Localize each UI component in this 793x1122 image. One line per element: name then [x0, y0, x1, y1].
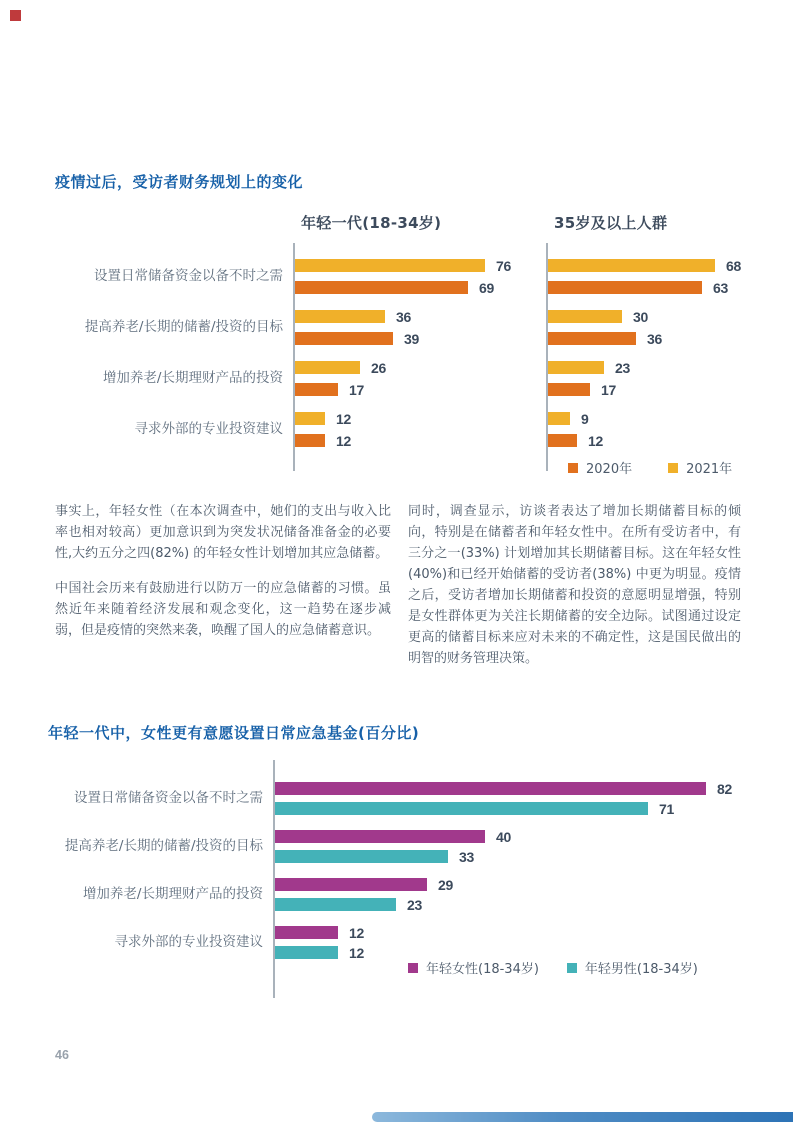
bar-value-label: 39 — [404, 330, 419, 347]
bar-年轻男性(18-34岁) — [275, 946, 338, 959]
legend-item-young-female — [408, 958, 539, 977]
bar-年轻男性(18-34岁) — [275, 802, 648, 815]
chart1-panel2-header: 35岁及以上人群 — [554, 214, 668, 232]
bar-value-label: 26 — [371, 359, 386, 376]
bar-value-label: 9 — [581, 410, 589, 427]
chart1-panel1-header: 年轻一代(18-34岁) — [301, 214, 442, 232]
bar-2020年 — [548, 332, 636, 345]
bar-年轻男性(18-34岁) — [275, 898, 396, 911]
bar-group — [548, 310, 793, 345]
bar-2020年 — [295, 281, 468, 294]
bar-row — [548, 332, 793, 345]
bar-value-label: 68 — [726, 257, 741, 274]
bar-row — [275, 850, 740, 863]
section1-title: 疫情过后，受访者财务规划上的变化 — [55, 173, 304, 191]
chart2-legend — [408, 958, 698, 977]
bar-年轻男性(18-34岁) — [275, 850, 448, 863]
bar-年轻女性(18-34岁) — [275, 830, 485, 843]
category-label: 寻求外部的专业投资建议 — [114, 934, 263, 951]
bar-group — [295, 259, 546, 294]
bar-value-label: 36 — [647, 330, 662, 347]
bar-2021年 — [548, 412, 570, 425]
bar-2021年 — [295, 259, 485, 272]
bar-row — [275, 926, 740, 939]
article-column-right — [408, 501, 741, 669]
chart2-category-labels — [40, 760, 273, 998]
body-paragraph: 中国社会历来有鼓励进行以防万一的应急储蓄的习惯。虽然近年来随着经济发展和观念变化，这一趋势在逐步减弱，但是疫情的突然来袭，唤醒了国人的应急储蓄意识。 — [55, 581, 391, 638]
chart1-category-labels — [55, 243, 293, 471]
body-paragraph: 事实上，年轻女性（在本次调查中，她们的支出与收入比率也相对较高）更加意识到为突发状况储备准备金的必要性,大约五分之四(82%) 的年轻女性计划增加其应急储蓄。 — [55, 504, 391, 561]
bar-value-label: 23 — [615, 359, 630, 376]
chart1-header-spacer — [55, 212, 293, 243]
chart1-panel-35plus — [546, 243, 793, 471]
bar-value-label: 33 — [459, 848, 474, 865]
bar-2021年 — [295, 361, 360, 374]
bar-年轻女性(18-34岁) — [275, 926, 338, 939]
bar-value-label: 12 — [349, 924, 364, 941]
bar-value-label: 40 — [496, 828, 511, 845]
category-label: 设置日常储备资金以备不时之需 — [94, 268, 283, 285]
bar-2021年 — [548, 259, 715, 272]
bar-value-label: 23 — [407, 896, 422, 913]
legend-swatch-young-male — [567, 963, 577, 973]
bar-row — [275, 878, 740, 891]
bar-value-label: 12 — [588, 432, 603, 449]
bar-row — [275, 830, 740, 843]
category-label: 增加养老/长期理财产品的投资 — [82, 886, 263, 903]
bar-2021年 — [548, 361, 604, 374]
footer-accent-bar — [372, 1112, 793, 1122]
bar-row — [548, 281, 793, 294]
bar-value-label: 63 — [713, 279, 728, 296]
bar-value-label: 17 — [349, 381, 364, 398]
bar-value-label: 12 — [336, 432, 351, 449]
bar-row — [275, 898, 740, 911]
chart1-legend — [568, 458, 732, 477]
bar-2020年 — [548, 383, 590, 396]
bar-value-label: 69 — [479, 279, 494, 296]
bar-group — [295, 310, 546, 345]
bar-2021年 — [548, 310, 622, 323]
section2-title: 年轻一代中，女性更有意愿设置日常应急基金(百分比) — [48, 724, 420, 742]
bar-2020年 — [295, 383, 338, 396]
legend-item-young-male — [567, 958, 698, 977]
bar-group — [295, 412, 546, 447]
legend-swatch-young-female — [408, 963, 418, 973]
legend-item-2021 — [668, 458, 732, 477]
bar-group — [295, 361, 546, 396]
bar-row — [295, 412, 546, 425]
bar-value-label: 76 — [496, 257, 511, 274]
bar-value-label: 12 — [336, 410, 351, 427]
legend-swatch-2020 — [568, 463, 578, 473]
bar-value-label: 30 — [633, 308, 648, 325]
bar-row — [295, 310, 546, 323]
bar-2020年 — [295, 332, 393, 345]
bar-value-label: 17 — [601, 381, 616, 398]
bar-row — [548, 259, 793, 272]
bar-value-label: 36 — [396, 308, 411, 325]
bar-value-label: 12 — [349, 944, 364, 961]
bar-group — [275, 926, 740, 959]
chart-financial-planning-change — [55, 212, 793, 471]
category-label: 提高养老/长期的储蓄/投资的目标 — [64, 838, 263, 855]
bar-group — [548, 412, 793, 447]
bar-value-label: 71 — [659, 800, 674, 817]
legend-label-2021: 2021年 — [686, 462, 733, 477]
chart1-panel-young — [293, 243, 546, 471]
bar-row — [548, 361, 793, 374]
bar-row — [275, 782, 740, 795]
bar-row — [295, 332, 546, 345]
bar-row — [548, 383, 793, 396]
legend-swatch-2021 — [668, 463, 678, 473]
bar-group — [275, 878, 740, 911]
bar-group — [275, 782, 740, 815]
category-label: 提高养老/长期的储蓄/投资的目标 — [84, 319, 283, 336]
legend-item-2020 — [568, 458, 632, 477]
bar-value-label: 29 — [438, 876, 453, 893]
bar-row — [295, 434, 546, 447]
bar-row — [295, 259, 546, 272]
category-label: 增加养老/长期理财产品的投资 — [102, 370, 283, 387]
legend-label-2020: 2020年 — [586, 462, 633, 477]
bar-group — [548, 259, 793, 294]
page-number: 46 — [55, 1048, 69, 1062]
article-column-left — [55, 501, 391, 669]
article-body — [55, 501, 741, 669]
bar-group — [548, 361, 793, 396]
bar-年轻女性(18-34岁) — [275, 782, 706, 795]
brand-mark-square — [10, 10, 21, 21]
legend-label-young-male: 年轻男性(18-34岁) — [584, 962, 698, 977]
bar-row — [275, 802, 740, 815]
bar-group — [275, 830, 740, 863]
bar-2021年 — [295, 310, 385, 323]
bar-row — [295, 361, 546, 374]
bar-row — [548, 310, 793, 323]
bar-2020年 — [548, 434, 577, 447]
bar-row — [548, 412, 793, 425]
bar-row — [295, 383, 546, 396]
bar-年轻女性(18-34岁) — [275, 878, 427, 891]
bar-row — [548, 434, 793, 447]
bar-2021年 — [295, 412, 325, 425]
bar-row — [295, 281, 546, 294]
bar-2020年 — [548, 281, 702, 294]
legend-label-young-female: 年轻女性(18-34岁) — [426, 962, 539, 977]
category-label: 设置日常储备资金以备不时之需 — [74, 790, 263, 807]
body-paragraph: 同时，调查显示，访谈者表达了增加长期储蓄目标的倾向，特别是在储蓄者和年轻女性中。在所有受访者中，有三分之一(33%) 计划增加其长期储蓄目标。这在年轻女性(40%)和已经开始储蓄的受访者(38%) 中更为明显。疫情之后，受访者增加长期储蓄和投资的意愿明显增强，特别是女性群体更为关注长期储蓄的安全边际。试图通过设定更高的储蓄目标来应对未来的不确定性，这是国民做出的明智的财务管理决策。 — [408, 504, 741, 666]
bar-value-label: 82 — [717, 780, 732, 797]
bar-2020年 — [295, 434, 325, 447]
category-label: 寻求外部的专业投资建议 — [134, 421, 283, 438]
